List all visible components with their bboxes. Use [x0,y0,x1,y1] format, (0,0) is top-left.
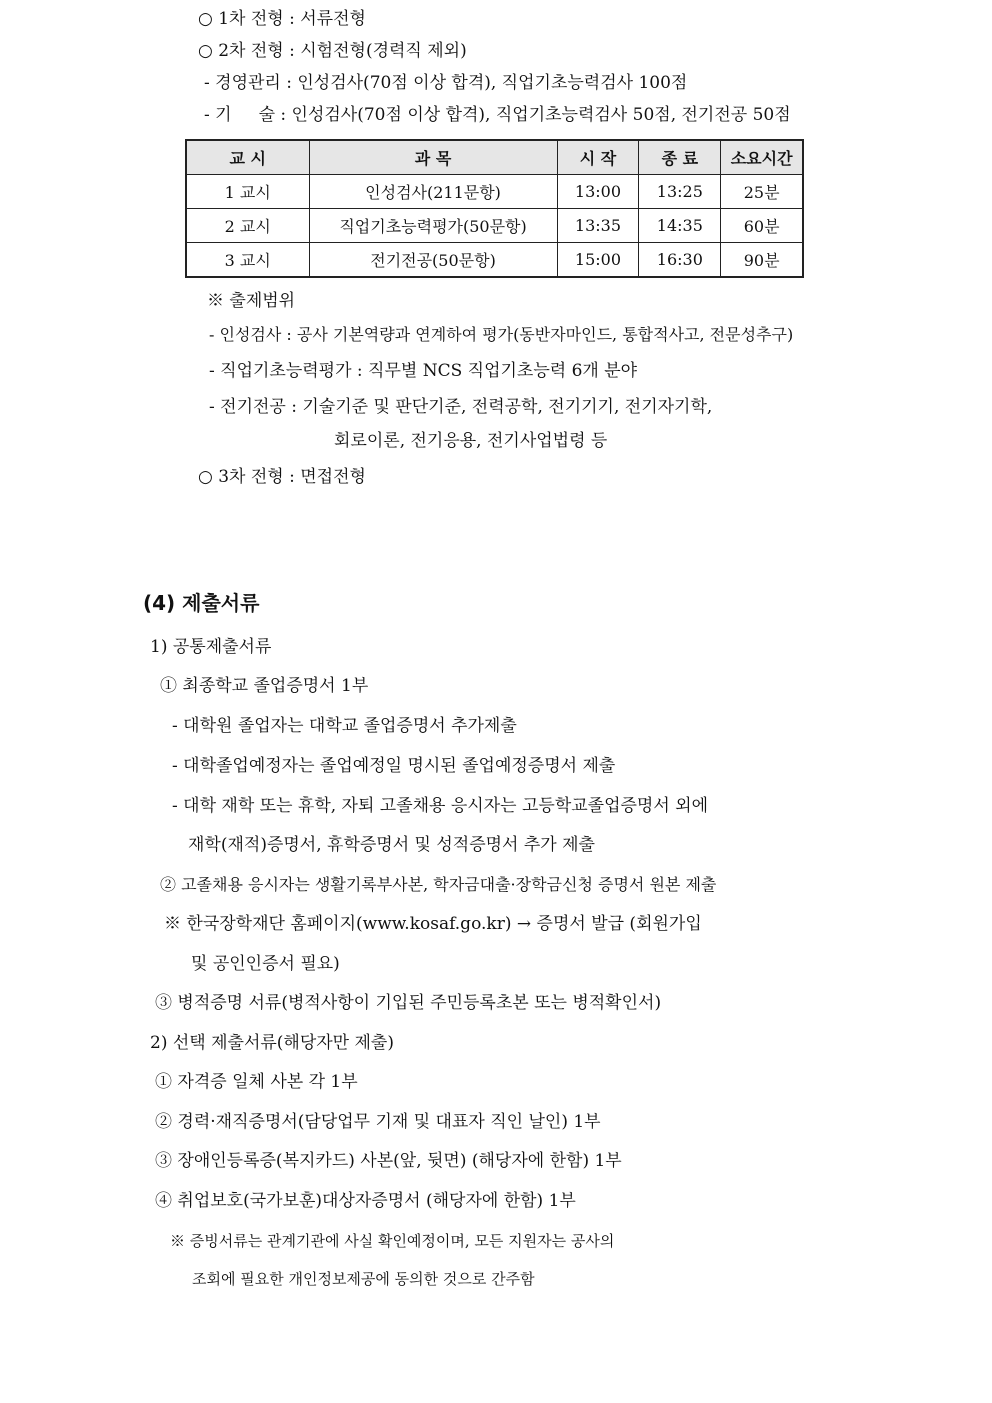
optional-doc-3: ③ 장애인등록증(복지카드) 사본(앞, 뒷면) (해당자에 한함) 1부 [155,1151,622,1171]
table-row [186,243,803,278]
mgmt-scoring-text: - 경영관리 : 인성검사(70점 이상 합격), 직업기초능력검사 100점 [204,73,688,93]
table-header-cell: 과 목 [309,140,557,175]
common-doc-1a: - 대학원 졸업자는 대학교 졸업증명서 추가제출 [172,716,517,736]
common-doc-1c-line1: - 대학 재학 또는 휴학, 자퇴 고졸채용 응시자는 고등학교졸업증명서 외에 [172,796,709,816]
table-cell: 14:35 [639,209,721,243]
common-docs-title: 1) 공통제출서류 [150,637,272,657]
table-cell: 25분 [721,175,803,209]
table-cell: 2 교시 [186,209,309,243]
table-header-cell: 교 시 [186,140,309,175]
table-cell: 전기전공(50문항) [309,243,557,278]
table-cell: 15:00 [557,243,639,278]
optional-doc-2: ② 경력·재직증명서(담당업무 기재 및 대표자 직인 날인) 1부 [155,1112,601,1132]
scope-ncs: - 직업기초능력평가 : 직무별 NCS 직업기초능력 6개 분야 [209,361,638,381]
section-heading: (4) 제출서류 [143,591,260,615]
table-cell: 13:25 [639,175,721,209]
exam-schedule-table [185,139,804,278]
optional-doc-1: ① 자격증 일체 사본 각 1부 [155,1072,358,1092]
table-cell: 16:30 [639,243,721,278]
common-doc-2-note-line2: 및 공인인증서 필요) [191,954,340,974]
optional-doc-4: ④ 취업보호(국가보훈)대상자증명서 (해당자에 한함) 1부 [155,1191,576,1211]
common-doc-1: ① 최종학교 졸업증명서 1부 [160,676,369,696]
tech-scoring-text: - 기 술 : 인성검사(70점 이상 합격), 직업기초능력검사 50점, 전기전공 50점 [204,105,791,125]
common-doc-2-note-line1: ※ 한국장학재단 홈페이지(www.kosaf.go.kr) → 증명서 발급 (회원가입 [164,914,702,934]
stage3-text: ○ 3차 전형 : 면접전형 [198,467,366,487]
table-header-row [186,140,803,175]
table-header-cell: 소요시간 [721,140,803,175]
table-cell: 90분 [721,243,803,278]
table-cell: 직업기초능력평가(50문항) [309,209,557,243]
verification-note-line1: ※ 증빙서류는 관계기관에 사실 확인예정이며, 모든 지원자는 공사의 [170,1232,615,1250]
common-doc-2: ② 고졸채용 응시자는 생활기록부사본, 학자금대출·장학금신청 증명서 원본 제출 [160,875,717,894]
scope-major-line1: - 전기전공 : 기술기준 및 판단기준, 전력공학, 전기기기, 전기자기학, [209,397,713,417]
table-cell: 60분 [721,209,803,243]
table-row [186,209,803,243]
optional-docs-title: 2) 선택 제출서류(해당자만 제출) [150,1033,394,1053]
table-cell: 인성검사(211문항) [309,175,557,209]
table-cell: 1 교시 [186,175,309,209]
table-cell: 13:35 [557,209,639,243]
scope-title: ※ 출제범위 [207,291,296,311]
scope-major-line2: 회로이론, 전기응용, 전기사업법령 등 [334,431,608,451]
scope-personality: - 인성검사 : 공사 기본역량과 연계하여 평가(동반자마인드, 통합적사고, 전문성추구) [209,325,794,344]
common-doc-1b: - 대학졸업예정자는 졸업예정일 명시된 졸업예정증명서 제출 [172,756,616,776]
stage2-text: ○ 2차 전형 : 시험전형(경력직 제외) [198,41,467,61]
verification-note-line2: 조회에 필요한 개인정보제공에 동의한 것으로 간주함 [192,1270,535,1288]
table-cell: 3 교시 [186,243,309,278]
table-row [186,175,803,209]
table-header-cell: 시 작 [557,140,639,175]
stage1-text: ○ 1차 전형 : 서류전형 [198,9,366,29]
common-doc-1c-line2: 재학(재적)증명서, 휴학증명서 및 성적증명서 추가 제출 [188,835,595,855]
common-doc-3: ③ 병적증명 서류(병적사항이 기입된 주민등록초본 또는 병적확인서) [155,993,662,1013]
table-header-cell: 종 료 [639,140,721,175]
table-cell: 13:00 [557,175,639,209]
